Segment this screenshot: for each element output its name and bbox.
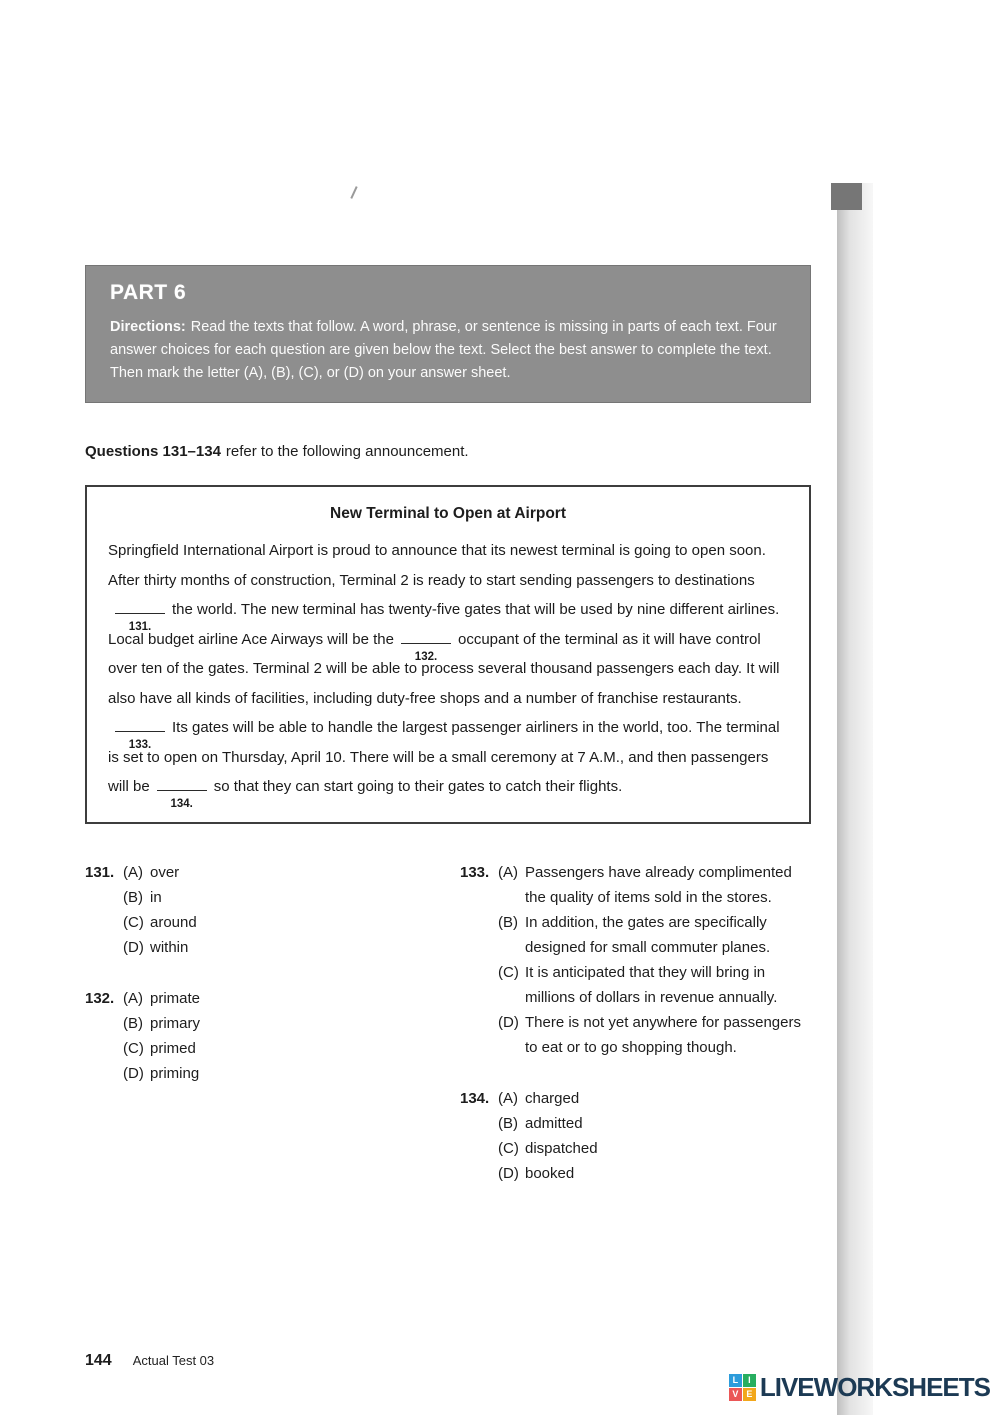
option-letter: (A) [123, 989, 143, 1007]
option-letter: (A) [498, 863, 518, 881]
question-132 [85, 986, 460, 1086]
part-6-header [85, 265, 811, 403]
logo-tile-e: E [743, 1388, 756, 1401]
question-options [123, 986, 460, 1086]
option-133-b [498, 910, 811, 960]
scan-edge-corner [831, 183, 862, 210]
passage-segment: the world. The new terminal has twenty-five gates that will be used by nine different airlines. Local budget airline Ace Airways will be the [108, 601, 780, 648]
option-134-a [498, 1086, 811, 1111]
liveworksheets-wordmark: LIVEWORKSHEETS [759, 1372, 990, 1402]
part-title: PART 6 [110, 281, 187, 304]
option-text: In addition, the gates are specifically designed for small commuter planes. [525, 913, 771, 956]
option-text: around [150, 913, 197, 931]
page-content [85, 0, 811, 1186]
option-text: primary [150, 1014, 201, 1032]
option-132-a [123, 986, 460, 1011]
option-133-c [498, 960, 811, 1010]
questions-intro-text: refer to the following announcement. [225, 443, 469, 460]
question-number: 133. [460, 863, 490, 881]
questions-intro [85, 443, 811, 460]
option-133-d [498, 1010, 811, 1060]
page-number: 144 [85, 1352, 112, 1369]
option-134-d [498, 1161, 811, 1186]
question-number: 134. [460, 1089, 490, 1107]
passage-text [108, 536, 788, 810]
question-options [498, 860, 811, 1060]
option-text: over [150, 863, 180, 881]
blank-131 [115, 600, 165, 633]
option-text: admitted [525, 1114, 583, 1132]
question-number: 132. [85, 989, 115, 1007]
passage-segment: Springfield International Airport is proud to announce that its newest terminal is going to open soon. After thirty months of construction, Terminal 2 is ready to start sending passengers to destinations [108, 542, 766, 589]
option-text: priming [150, 1064, 200, 1082]
question-131 [85, 860, 460, 960]
option-text: charged [525, 1089, 580, 1107]
directions-text: Read the texts that follow. A word, phrase, or sentence is missing in parts of each text. Four answer choices for each question are given below the text. Select the best answer to complete the text. Then mark the letter (A), (B), (C), or (D) on your answer sheet. [110, 319, 777, 381]
questions-range: Questions 131–134 [85, 443, 221, 460]
option-text: primate [150, 989, 201, 1007]
passage-title: New Terminal to Open at Airport [330, 505, 566, 522]
option-letter: (A) [123, 863, 143, 881]
questions-column-right [460, 860, 811, 1186]
option-letter: (B) [123, 1014, 143, 1032]
option-text: It is anticipated that they will bring in millions of dollars in revenue annually. [525, 963, 778, 1006]
page-footer [85, 1352, 214, 1370]
option-text: Passengers have already complimented the quality of items sold in the stores. [525, 863, 792, 906]
blank-132 [401, 630, 451, 663]
question-134 [460, 1086, 811, 1186]
option-131-a [123, 860, 460, 885]
questions-section [85, 860, 811, 1186]
blank-133-number: 133. [128, 739, 152, 751]
question-133 [460, 860, 811, 1060]
option-letter: (C) [123, 1039, 144, 1057]
option-letter: (B) [498, 913, 518, 931]
option-letter: (D) [498, 1013, 519, 1031]
option-131-b [123, 885, 460, 910]
question-options [498, 1086, 811, 1186]
footer-label: Actual Test 03 [132, 1353, 215, 1368]
question-number: 131. [85, 863, 115, 881]
option-letter: (A) [498, 1089, 518, 1107]
part-directions [110, 316, 786, 385]
passage-segment: occupant of the terminal as it will have control over ten of the gates. Terminal 2 will be able to process several thousand passengers each day. It will also have all kinds of facilities, including duty-free shops and a number of franchise restaurants. [108, 630, 780, 707]
option-letter: (D) [123, 938, 144, 956]
option-133-a [498, 860, 811, 910]
logo-tile-l: L [729, 1374, 742, 1387]
scan-edge-band [837, 183, 873, 1415]
option-134-c [498, 1136, 811, 1161]
logo-tile-i: I [743, 1374, 756, 1387]
option-132-d [123, 1061, 460, 1086]
option-letter: (C) [123, 913, 144, 931]
blank-134 [157, 777, 207, 810]
option-text: within [150, 938, 189, 956]
passage-segment: so that they can start going to their gates to catch their flights. [213, 778, 623, 795]
option-letter: (D) [123, 1064, 144, 1082]
blank-134-number: 134. [170, 798, 193, 810]
option-text: There is not yet anywhere for passengers to eat or to go shopping though. [525, 1013, 801, 1056]
option-letter: (C) [498, 1139, 519, 1157]
option-letter: (C) [498, 963, 519, 981]
passage-box [85, 485, 811, 824]
blank-131-number: 131. [128, 621, 152, 633]
option-letter: (B) [498, 1114, 518, 1132]
option-text: booked [525, 1164, 575, 1182]
liveworksheets-icon [729, 1374, 756, 1401]
blank-132-number: 132. [414, 650, 438, 663]
option-132-b [123, 1011, 460, 1036]
option-134-b [498, 1111, 811, 1136]
option-132-c [123, 1036, 460, 1061]
option-text: dispatched [525, 1139, 598, 1157]
liveworksheets-logo[interactable] [729, 1372, 990, 1403]
directions-label: Directions: [110, 319, 186, 335]
option-131-c [123, 910, 460, 935]
option-letter: (D) [498, 1164, 519, 1182]
option-131-d [123, 935, 460, 960]
questions-column-left [85, 860, 460, 1186]
question-options [123, 860, 460, 960]
option-letter: (B) [123, 888, 143, 906]
logo-tile-v: V [729, 1388, 742, 1401]
passage-segment: Its gates will be able to handle the largest passenger airliners in the world, too. The terminal is set to open on Thursday, April 10. There will be a small ceremony at 7 A.M., and then passengers will be [108, 719, 780, 795]
blank-133 [115, 718, 165, 751]
option-text: in [150, 888, 162, 906]
option-text: primed [150, 1039, 196, 1057]
